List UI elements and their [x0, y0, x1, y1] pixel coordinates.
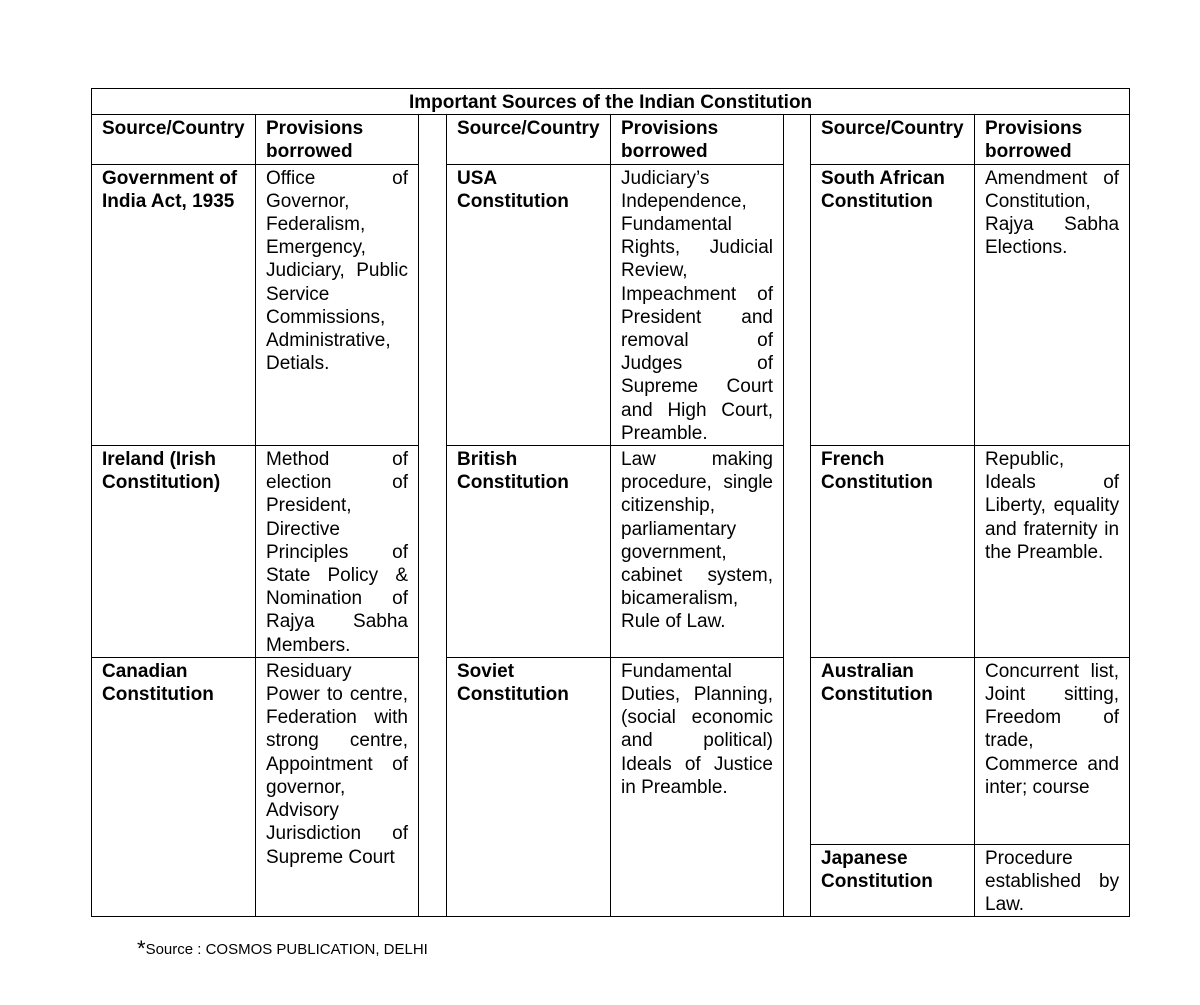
footnote: [137, 934, 428, 960]
header-source-3: Source/Country: [811, 115, 975, 164]
table-title-row: [92, 89, 1130, 115]
source-cell: Japanese Constitution: [811, 844, 975, 917]
source-cell: Soviet Constitution: [447, 657, 611, 917]
footnote-text: Source : COSMOS PUBLICATION, DELHI: [145, 941, 428, 958]
header-provisions-3: Provisions borrowed: [975, 115, 1130, 164]
constitution-sources-table: [91, 88, 1130, 917]
source-cell: French Constitution: [811, 446, 975, 658]
column-header-row: [92, 115, 1130, 164]
source-cell: South African Constitution: [811, 164, 975, 445]
source-cell: Australian Constitution: [811, 657, 975, 844]
source-cell: USA Constitution: [447, 164, 611, 445]
source-cell: Ireland (Irish Constitution): [92, 446, 256, 658]
provisions-cell: Concurrent list, Joint sitting, Freedom of trade, Commerce and inter; course: [975, 657, 1130, 844]
table-row: [92, 657, 1130, 844]
provisions-cell: Amendment of Constitution, Rajya Sabha Elections.: [975, 164, 1130, 445]
provisions-cell: Office of Governor, Federalism, Emergency, Judiciary, Public Service Commissions, Administrative, Detials.: [256, 164, 419, 445]
provisions-cell: Judiciary’s Independence, Fundamental Rights, Judicial Review, Impeachment of President and removal of Judges of Supreme Court and High Court, Preamble.: [611, 164, 784, 445]
source-cell: British Constitution: [447, 446, 611, 658]
header-source-2: Source/Country: [447, 115, 611, 164]
provisions-cell: Fundamental Duties, Planning, (social economic and political) Ideals of Justice in Preamble.: [611, 657, 784, 917]
header-source-1: Source/Country: [92, 115, 256, 164]
provisions-cell: Procedure established by Law.: [975, 844, 1130, 917]
table-title: Important Sources of the Indian Constitution: [92, 89, 1130, 115]
header-provisions-2: Provisions borrowed: [611, 115, 784, 164]
provisions-cell: Method of election of President, Directive Principles of State Policy & Nomination of Rajya Sabha Members.: [256, 446, 419, 658]
table-row: [92, 164, 1130, 445]
footnote-marker: *: [137, 936, 146, 961]
provisions-cell: Residuary Power to centre, Federation with strong centre, Appointment of governor, Advisory Jurisdiction of Supreme Court: [256, 657, 419, 917]
source-cell: Government of India Act, 1935: [92, 164, 256, 445]
provisions-cell: Republic, Ideals of Liberty, equality and fraternity in the Preamble.: [975, 446, 1130, 658]
header-provisions-1: Provisions borrowed: [256, 115, 419, 164]
provisions-cell: Law making procedure, single citizenship, parliamentary government, cabinet system, bicameralism, Rule of Law.: [611, 446, 784, 658]
column-gap-1: [419, 115, 447, 917]
table-row: [92, 446, 1130, 658]
column-gap-2: [784, 115, 811, 917]
source-cell: Canadian Constitution: [92, 657, 256, 917]
